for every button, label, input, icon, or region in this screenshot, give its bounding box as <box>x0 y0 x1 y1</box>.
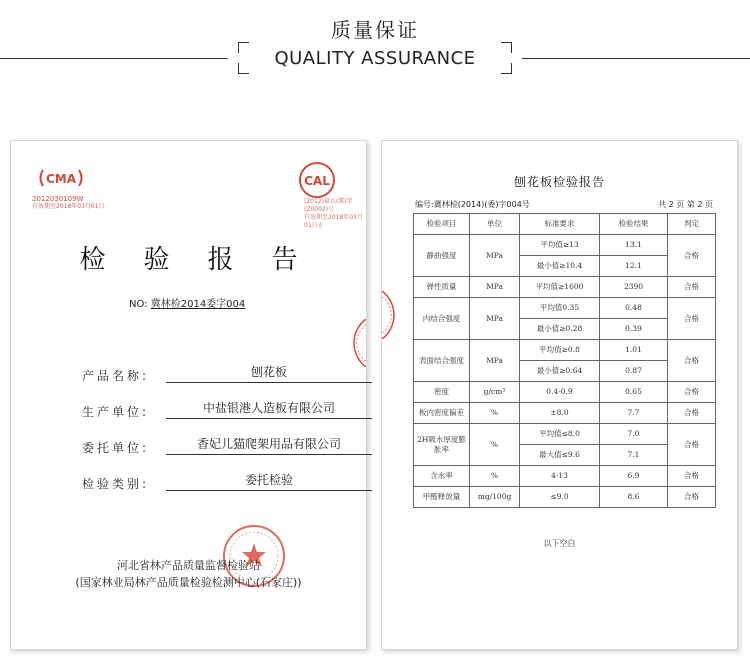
result-cell: 0.48 <box>600 298 668 319</box>
table-header-row <box>414 214 716 235</box>
cma-cert-block <box>32 195 105 211</box>
result-cell: 7.1 <box>600 445 668 466</box>
cal-logo-icon <box>296 159 338 201</box>
field-value: 委托检验 <box>166 471 372 491</box>
header-cell: 检验项目 <box>414 214 470 235</box>
unit-cell: MPa <box>470 298 520 340</box>
standard-cell: ≤9.0 <box>520 487 600 508</box>
field-label: 委托单位: <box>82 441 150 455</box>
unit-cell: % <box>470 424 520 466</box>
item-cell: 含水率 <box>414 466 470 487</box>
result-cell: 2390 <box>600 277 668 298</box>
standard-cell: 最小值≥10.4 <box>520 256 600 277</box>
header-cell: 标准要求 <box>520 214 600 235</box>
header-title-box <box>238 42 512 74</box>
cal-logo-text: CAL <box>304 174 330 188</box>
result-cell: 7.0 <box>600 424 668 445</box>
header-cell: 判定 <box>668 214 716 235</box>
item-cell: 2H吸水厚度膨胀率 <box>414 424 470 466</box>
item-cell: 密度 <box>414 382 470 403</box>
verdict-cell: 合格 <box>668 466 716 487</box>
item-cell: 内结合强度 <box>414 298 470 340</box>
results-page-count: 共 2 页 第 2 页 <box>658 200 713 209</box>
table-row <box>414 424 716 445</box>
field-manufacturer <box>82 401 335 420</box>
standard-cell: 最大值≤9.6 <box>520 445 600 466</box>
report-number <box>129 295 245 310</box>
header-divider-right <box>522 58 750 59</box>
issuing-organization-sub: (国家林业局林产品质量检验检测中心(石家庄)) <box>75 576 302 589</box>
result-cell: 0.65 <box>600 382 668 403</box>
issuing-organization: 河北省林产品质量监督检验站 <box>117 559 260 572</box>
report-title: 检验报告 <box>79 245 336 275</box>
standard-cell: 0.4-0.9 <box>520 382 600 403</box>
table-row <box>414 298 716 319</box>
table-row <box>414 403 716 424</box>
table-row <box>414 382 716 403</box>
standard-cell: 平均值≥0.8 <box>520 340 600 361</box>
verdict-cell: 合格 <box>668 340 716 382</box>
result-cell: 7.7 <box>600 403 668 424</box>
verdict-cell: 合格 <box>668 382 716 403</box>
unit-cell: mg/100g <box>470 487 520 508</box>
results-title: 刨花板检验报告 <box>513 175 605 189</box>
verdict-cell: 合格 <box>668 403 716 424</box>
cma-logo-text: CMA <box>45 172 77 186</box>
result-cell: 1.01 <box>600 340 668 361</box>
standard-cell: 平均值≥1600 <box>520 277 600 298</box>
standard-cell: 4-13 <box>520 466 600 487</box>
cal-cert-validity: 有效期至2018年03月01日止 <box>304 214 363 229</box>
field-value: 中盐银港人造板有限公司 <box>166 399 372 419</box>
seam-stamp-icon <box>352 319 366 367</box>
standard-cell: 平均值0.35 <box>520 298 600 319</box>
report-cover-page <box>10 140 367 650</box>
field-label: 产品名称: <box>82 369 150 383</box>
unit-cell: % <box>470 466 520 487</box>
standard-cell: 最小值≥0.64 <box>520 361 600 382</box>
verdict-cell: 合格 <box>668 235 716 277</box>
standard-cell: 平均值≥13 <box>520 235 600 256</box>
field-label: 生产单位: <box>82 405 150 419</box>
unit-cell: g/cm³ <box>470 382 520 403</box>
verdict-cell: 合格 <box>668 487 716 508</box>
item-cell: 表面结合强度 <box>414 340 470 382</box>
cma-cert-number: 2012030109W <box>32 195 84 203</box>
header-title-cn: 质量保证 <box>331 18 419 42</box>
result-cell: 12.1 <box>600 256 668 277</box>
table-row <box>414 340 716 361</box>
item-cell: 弹性质量 <box>414 277 470 298</box>
field-value: 刨花板 <box>166 363 372 383</box>
unit-cell: MPa <box>470 277 520 298</box>
results-report-number: 编号:冀林检(2014)(委)字004号 <box>415 200 530 209</box>
table-row <box>414 466 716 487</box>
result-cell: 6.9 <box>600 466 668 487</box>
end-of-results-mark: 以下空白 <box>543 539 576 548</box>
cma-logo-icon <box>37 168 85 188</box>
report-number-value: 冀林检2014委字004 <box>150 299 246 310</box>
header-cell: 检验结果 <box>600 214 668 235</box>
item-cell: 甲醛释放量 <box>414 487 470 508</box>
report-results-page <box>381 140 738 650</box>
field-client <box>82 437 341 456</box>
unit-cell: MPa <box>470 235 520 277</box>
results-table <box>413 213 716 508</box>
header-cell: 单位 <box>470 214 520 235</box>
verdict-cell: 合格 <box>668 277 716 298</box>
table-row <box>414 277 716 298</box>
field-label: 检验类别: <box>82 477 150 491</box>
header-title-en: QUALITY ASSURANCE <box>274 48 476 69</box>
cma-cert-validity: 有效期至2018年03月01日 <box>32 203 105 210</box>
item-cell: 静曲强度 <box>414 235 470 277</box>
result-cell: 0.87 <box>600 361 668 382</box>
unit-cell: MPa <box>470 340 520 382</box>
standard-cell: 平均值≤8.0 <box>520 424 600 445</box>
unit-cell: % <box>470 403 520 424</box>
cal-cert-block <box>304 198 364 230</box>
report-number-label: NO: <box>129 299 148 310</box>
item-cell: 板内密度偏差 <box>414 403 470 424</box>
field-inspection-type <box>82 473 293 492</box>
cal-cert-number: (2012)量认(冀)字(Z0002)号 <box>304 198 353 213</box>
standard-cell: 最小值≥0.28 <box>520 319 600 340</box>
standard-cell: ±8.0 <box>520 403 600 424</box>
result-cell: 8.6 <box>600 487 668 508</box>
verdict-cell: 合格 <box>668 298 716 340</box>
field-value: 香妃儿猫爬架用品有限公司 <box>166 435 372 455</box>
table-row <box>414 487 716 508</box>
table-row <box>414 235 716 256</box>
header-divider-left <box>0 58 228 59</box>
result-cell: 0.39 <box>600 319 668 340</box>
field-product-name <box>82 365 287 384</box>
verdict-cell: 合格 <box>668 424 716 466</box>
result-cell: 13.1 <box>600 235 668 256</box>
seam-stamp-icon <box>382 291 396 339</box>
